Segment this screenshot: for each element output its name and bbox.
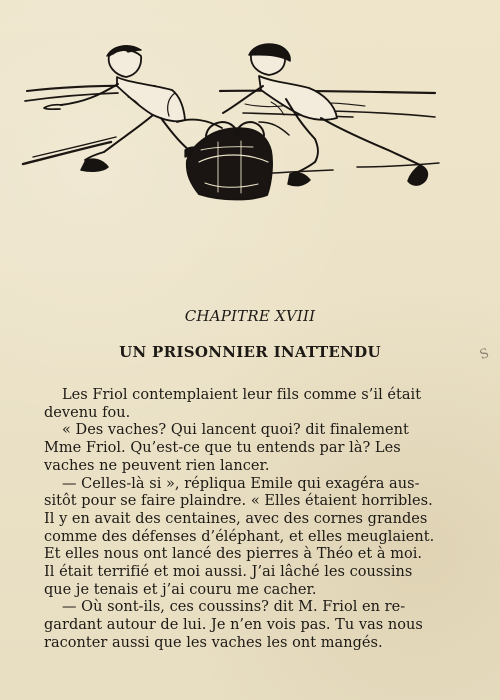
text-line: comme des défenses d’éléphant, et elles meuglaient. — [44, 528, 435, 545]
text-line: Il était terrifié et moi aussi. J’ai lâché les coussins — [44, 564, 413, 581]
text-line: gardant autour de lui. Je n’en vois pas. Tu vas nous — [44, 617, 423, 634]
text-line: — Celles-là si », répliqua Emile qui exagéra aus- — [62, 475, 420, 492]
text-line: Il y en avait des centaines, avec des cornes grandes — [44, 510, 428, 527]
chapter-title: UN PRISONNIER INATTENDU — [119, 343, 381, 361]
text-line: — Où sont-ils, ces coussins? dit M. Friol en re- — [62, 599, 406, 616]
margin-mark: S — [477, 345, 492, 364]
chapter-number: CHAPITRE XVIII — [184, 307, 316, 325]
chapter-illustration — [15, 38, 445, 213]
text-line: Et elles nous ont lancé des pierres à Théo et à moi. — [44, 546, 423, 563]
text-line: devenu fou. — [44, 404, 131, 421]
text-line: « Des vaches? Qui lancent quoi? dit finalement — [62, 422, 409, 439]
chapter-text — [44, 387, 440, 653]
text-line: sitôt pour se faire plaindre. « Elles étaient horribles. — [44, 493, 433, 510]
text-line: Les Friol contemplaient leur fils comme s’il était — [62, 387, 422, 403]
text-line: raconter aussi que les vaches les ont mangés. — [44, 634, 383, 651]
text-line: Mme Friol. Qu’est-ce que tu entends par là? Les — [44, 440, 401, 457]
text-line: vaches ne peuvent rien lancer. — [44, 457, 270, 474]
text-line: que je tenais et j’ai couru me cacher. — [44, 581, 317, 598]
